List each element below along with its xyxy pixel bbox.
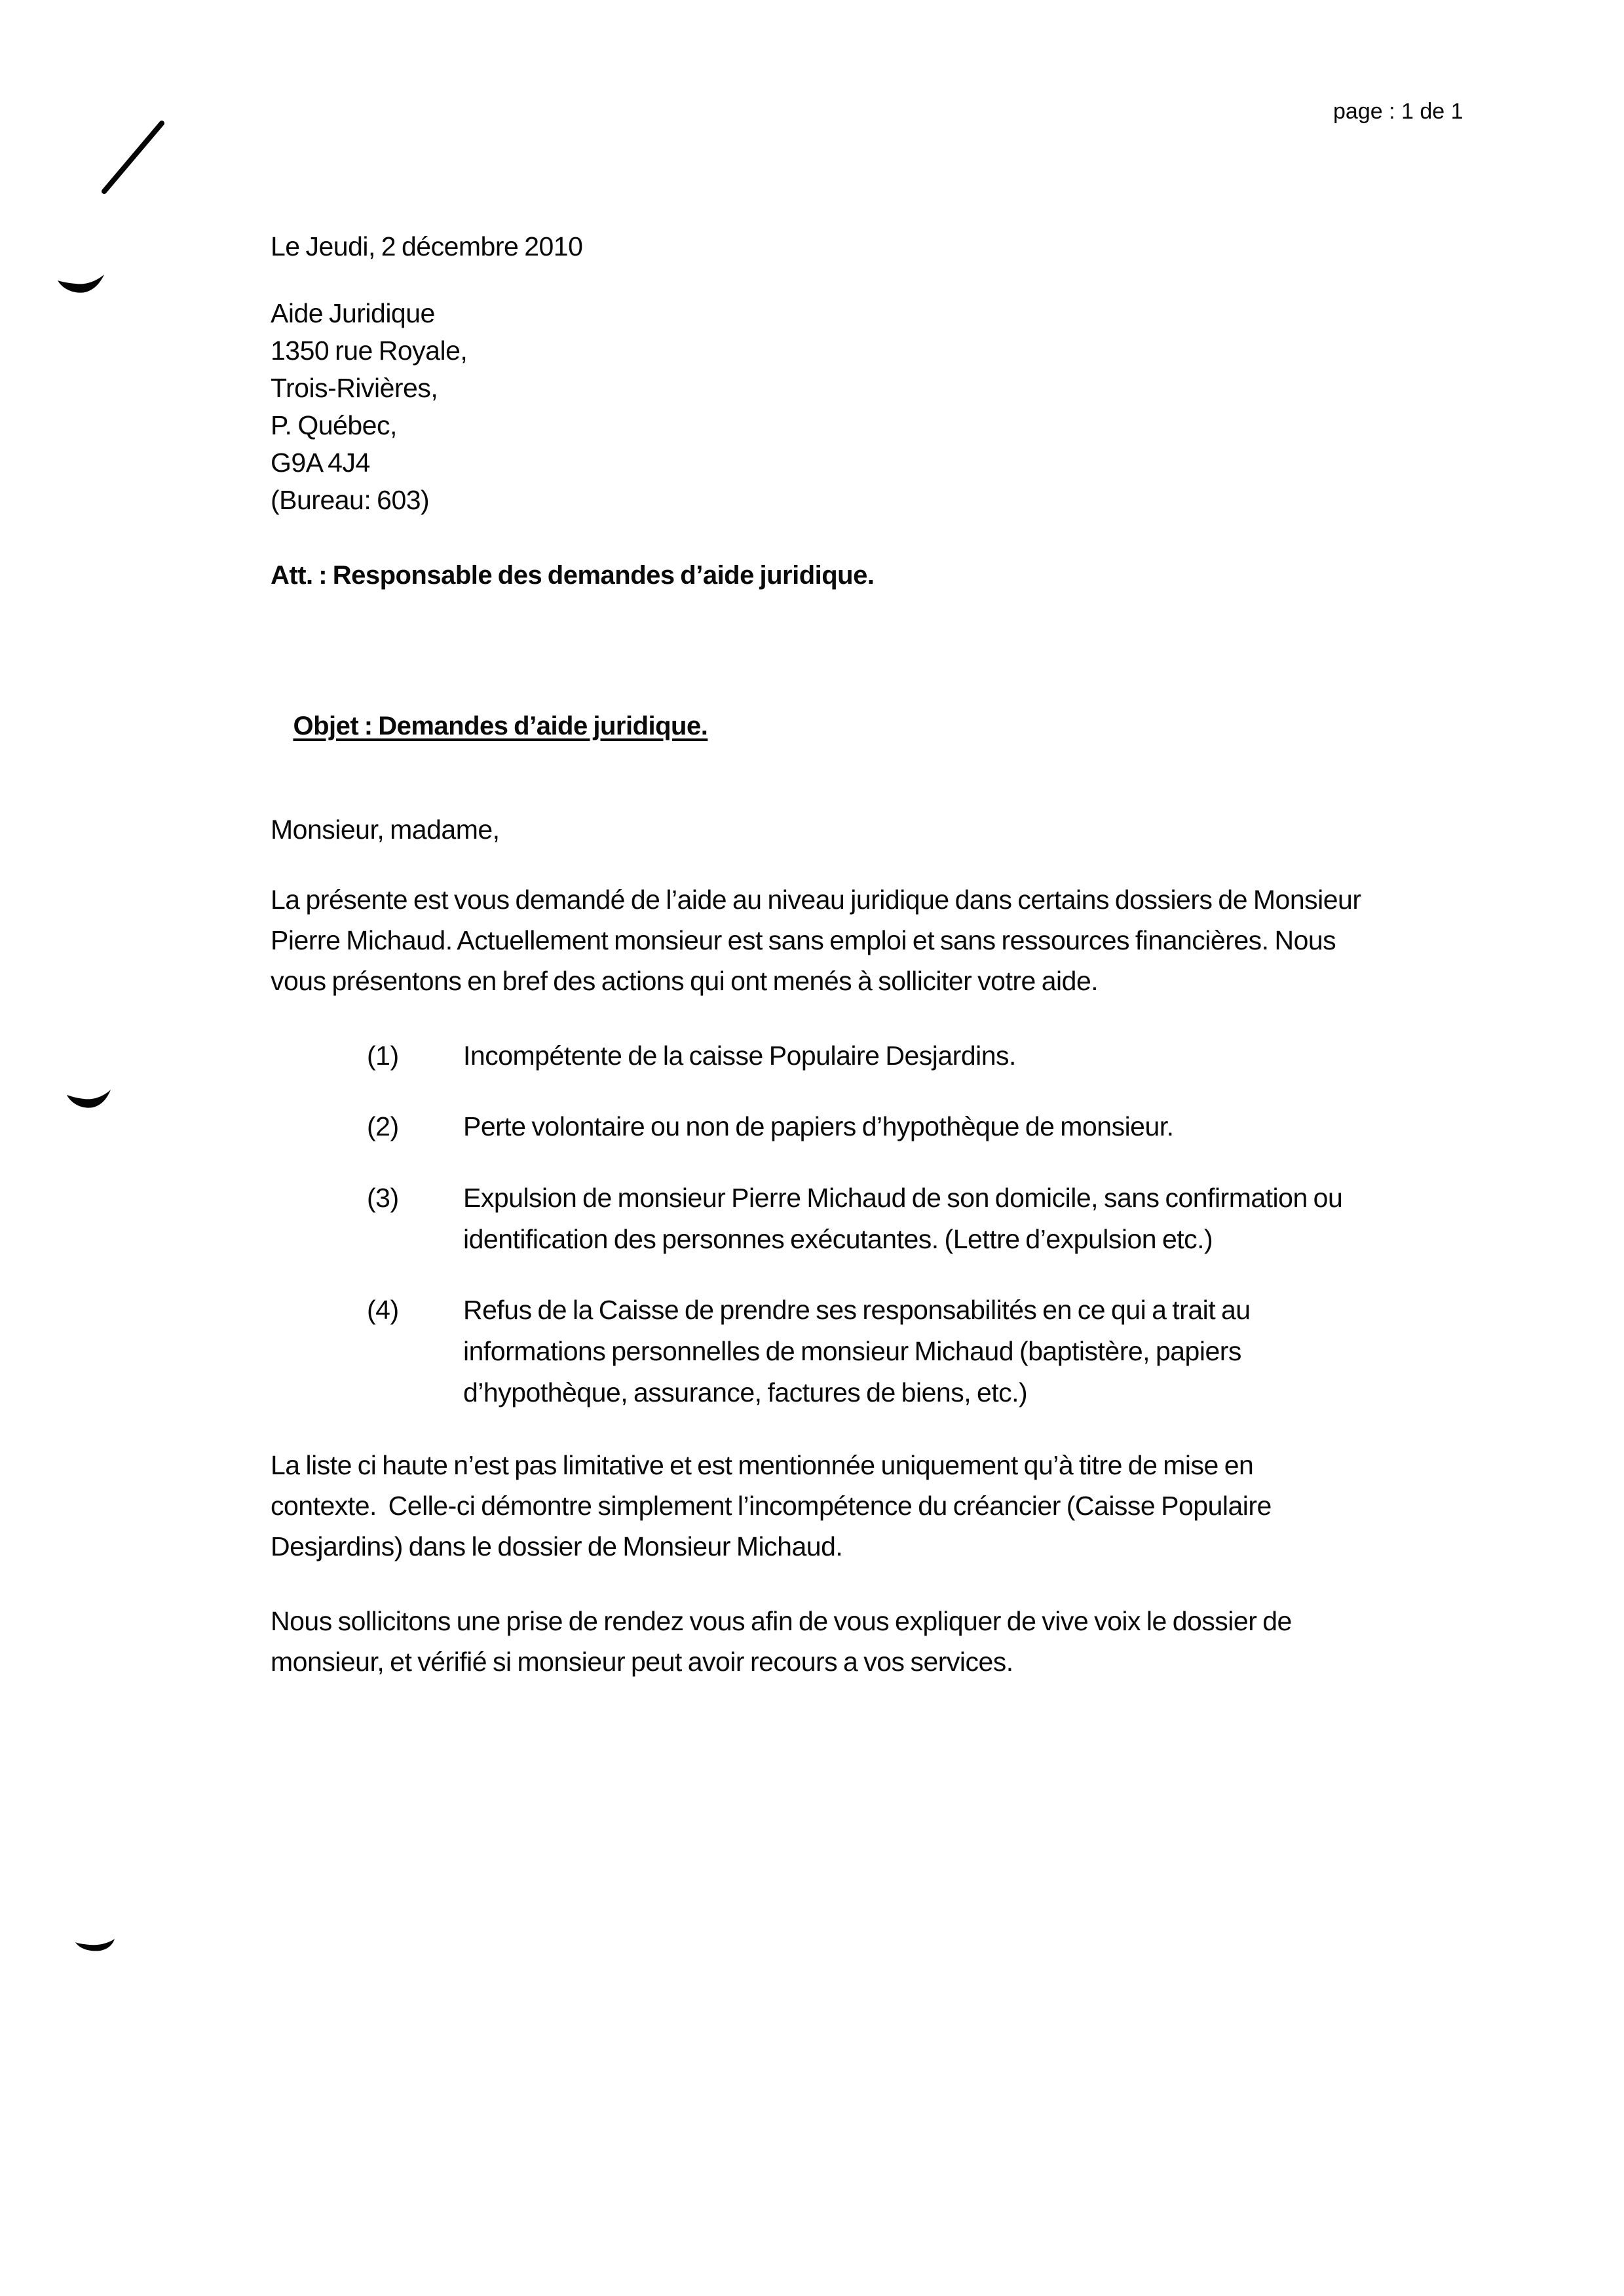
address-line: G9A 4J4 bbox=[271, 448, 370, 478]
paragraph-line: vous présentons en bref des actions qui ont menés à solliciter votre aide. bbox=[271, 966, 1099, 996]
list-item-2 bbox=[367, 1106, 1174, 1147]
list-item-3 bbox=[367, 1177, 1342, 1260]
list-item-line: Refus de la Caisse de prendre ses responsabilités en ce qui a trait au bbox=[463, 1295, 1251, 1325]
list-item-line: Incompétente de la caisse Populaire Desjardins. bbox=[463, 1041, 1016, 1071]
paragraph-line: Desjardins) dans le dossier de Monsieur Michaud. bbox=[271, 1531, 843, 1561]
list-item-line: informations personnelles de monsieur Michaud (baptistère, papiers bbox=[463, 1336, 1241, 1366]
subject-line bbox=[271, 665, 708, 787]
address-line: 1350 rue Royale, bbox=[271, 335, 468, 366]
list-marker: (1) bbox=[367, 1041, 399, 1071]
paragraph-line: Nous sollicitons une prise de rendez vous afin de vous expliquer de vive voix le dossier de bbox=[271, 1606, 1292, 1636]
address-line: Aide Juridique bbox=[271, 298, 435, 328]
list-marker: (4) bbox=[367, 1295, 399, 1325]
list-item-line: Perte volontaire ou non de papiers d’hypothèque de monsieur. bbox=[463, 1111, 1174, 1141]
list-marker: (3) bbox=[367, 1183, 399, 1213]
body-paragraph-3 bbox=[271, 1601, 1292, 1682]
letter-date: Le Jeudi, 2 décembre 2010 bbox=[271, 231, 583, 261]
body-paragraph-2 bbox=[271, 1445, 1272, 1567]
paragraph-line: La présente est vous demandé de l’aide au niveau juridique dans certains dossiers de Monsieur bbox=[271, 885, 1361, 915]
paragraph-line: monsieur, et vérifié si monsieur peut avoir recours a vos services. bbox=[271, 1647, 1013, 1677]
paragraph-line: Pierre Michaud. Actuellement monsieur est sans emploi et sans ressources financières. Nous bbox=[271, 925, 1336, 955]
ink-smudge-mark bbox=[74, 1934, 116, 1952]
paragraph-line: La liste ci haute n’est pas limitative et est mentionnée uniquement qu’à titre de mise en bbox=[271, 1450, 1254, 1480]
pen-stroke-mark bbox=[97, 117, 170, 198]
list-item-1 bbox=[367, 1035, 1016, 1077]
list-item-line: Expulsion de monsieur Pierre Michaud de son domicile, sans confirmation ou bbox=[463, 1183, 1343, 1213]
ink-smudge-mark bbox=[56, 273, 105, 294]
address-line: (Bureau: 603) bbox=[271, 485, 430, 515]
attention-line: Att. : Responsable des demandes d’aide juridique. bbox=[271, 561, 875, 590]
list-item-4 bbox=[367, 1290, 1251, 1413]
recipient-address-block bbox=[271, 295, 467, 519]
subject-text: Objet : Demandes d’aide juridique. bbox=[293, 712, 708, 740]
salutation: Monsieur, madame, bbox=[271, 814, 500, 845]
list-item-line: d’hypothèque, assurance, factures de biens, etc.) bbox=[463, 1377, 1028, 1407]
list-item-line: identification des personnes exécutantes. (Lettre d’expulsion etc.) bbox=[463, 1224, 1213, 1254]
body-paragraph-1 bbox=[271, 879, 1361, 1001]
page-number-label: page : 1 de 1 bbox=[1333, 99, 1463, 124]
address-line: P. Québec, bbox=[271, 410, 397, 440]
list-marker: (2) bbox=[367, 1111, 399, 1141]
paragraph-line: contexte. Celle-ci démontre simplement l’incompétence du créancier (Caisse Populaire bbox=[271, 1491, 1272, 1521]
address-line: Trois-Rivières, bbox=[271, 373, 438, 403]
ink-smudge-mark bbox=[66, 1088, 111, 1109]
